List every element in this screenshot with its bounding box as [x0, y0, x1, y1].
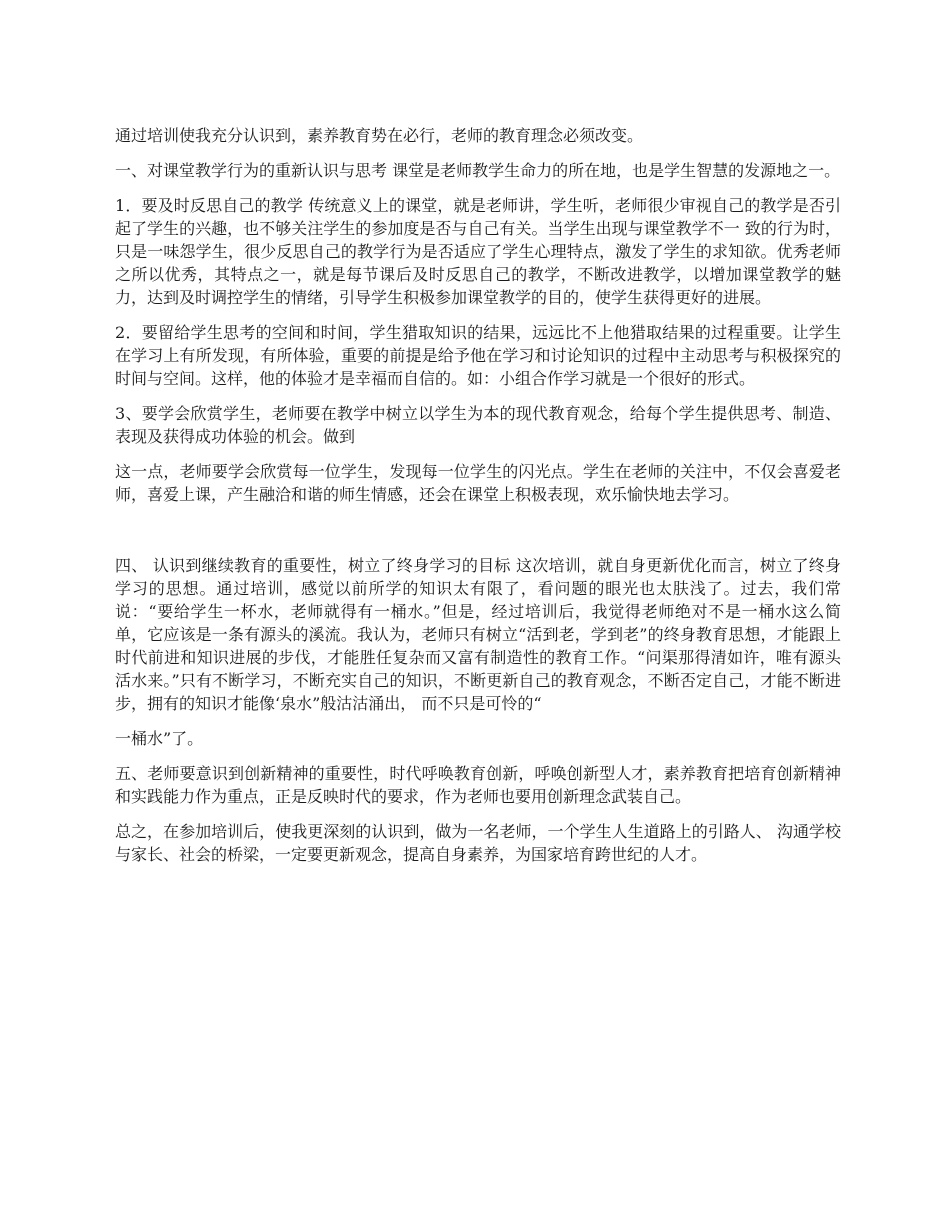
paragraph-intro: 通过培训使我充分认识到，素养教育势在必行，老师的教育理念必须改变。: [115, 126, 644, 145]
document-body: [115, 124, 841, 878]
paragraph-point-1: 1．要及时反思自己的教学 传统意义上的课堂，就是老师讲，学生听，老师很少审视自己的教学是否引起了学生的兴趣，也不够关注学生的参加度是否与自己有关。当学生出现与课堂教学不一 致的行为时，只是一味怨学生，很少反思自己的教学行为是否适应了学生心理特点，激发了学生的求知欲。优秀老师之所以优秀，其特点之一，就是每节课后及时反思自己的教学，不断改进教学，以增加课堂教学的魅力，达到及时调控学生的情绪，引导学生积极参加课堂教学的目的，使学生获得更好的进展。: [115, 196, 841, 307]
paragraph-section-5: 五、老师要意识到创新精神的重要性，时代呼唤教育创新，呼唤创新型人才，素养教育把培育创新精神和实践能力作为重点，正是反映时代的要求，作为老师也要用创新理念武装自己。: [115, 764, 841, 806]
paragraph-section-1: 一、对课堂教学行为的重新认识与思考 课堂是老师教学生命力的所在地，也是学生智慧的发源地之一。: [115, 161, 841, 180]
paragraph-point-3: 3、要学会欣赏学生，老师要在教学中树立以学生为本的现代教育观念，给每个学生提供思考、制造、表现及获得成功体验的机会。做到: [115, 404, 841, 446]
paragraph-conclusion: 总之，在参加培训后，使我更深刻的认识到，做为一名老师，一个学生人生道路上的引路人、 沟通学校与家长、社会的桥梁，一定要更新观念，提高自身素养，为国家培育跨世纪的人才。: [115, 822, 841, 864]
paragraph-point-2: 2．要留给学生思考的空间和时间，学生猎取知识的结果，远远比不上他猎取结果的过程重要。让学生在学习上有所发现，有所体验，重要的前提是给予他在学习和讨论知识的过程中主动思考与积极探究的时间与空间。这样，他的体验才是幸福而自信的。如：小组合作学习就是一个很好的形式。: [115, 323, 841, 388]
paragraph-section-4: 四、 认识到继续教育的重要性，树立了终身学习的目标 这次培训，就自身更新优化而言，树立了终身学习的思想。通过培训，感觉以前所学的知识太有限了，看问题的眼光也太肤浅了。过去，我们常说：“要给学生一杯水，老师就得有一桶水。”但是，经过培训后，我觉得老师绝对不是一桶水这么简单，它应该是一条有源头的溪流。我认为，老师只有树立“活到老，学到老”的终身教育思想，才能跟上时代前进和知识进展的步伐，才能胜任复杂而又富有制造性的教育工作。“问渠那得清如许，唯有源头活水来。”只有不断学习，不断充实自己的知识，不断更新自己的教育观念，不断否定自己，才能不断进步，拥有的知识才能像‘泉水”般沽沽涌出， 而不只是可怜的“: [115, 556, 841, 713]
spacer: [115, 518, 841, 554]
paragraph-section-4-continued: 一桶水”了。: [115, 729, 204, 748]
paragraph-point-3-continued: 这一点，老师要学会欣赏每一位学生，发现每一位学生的闪光点。学生在老师的关注中，不仅会喜爱老师，喜爱上课，产生融洽和谐的师生情感，还会在课堂上积极表现，欢乐愉快地去学习。: [115, 462, 841, 504]
